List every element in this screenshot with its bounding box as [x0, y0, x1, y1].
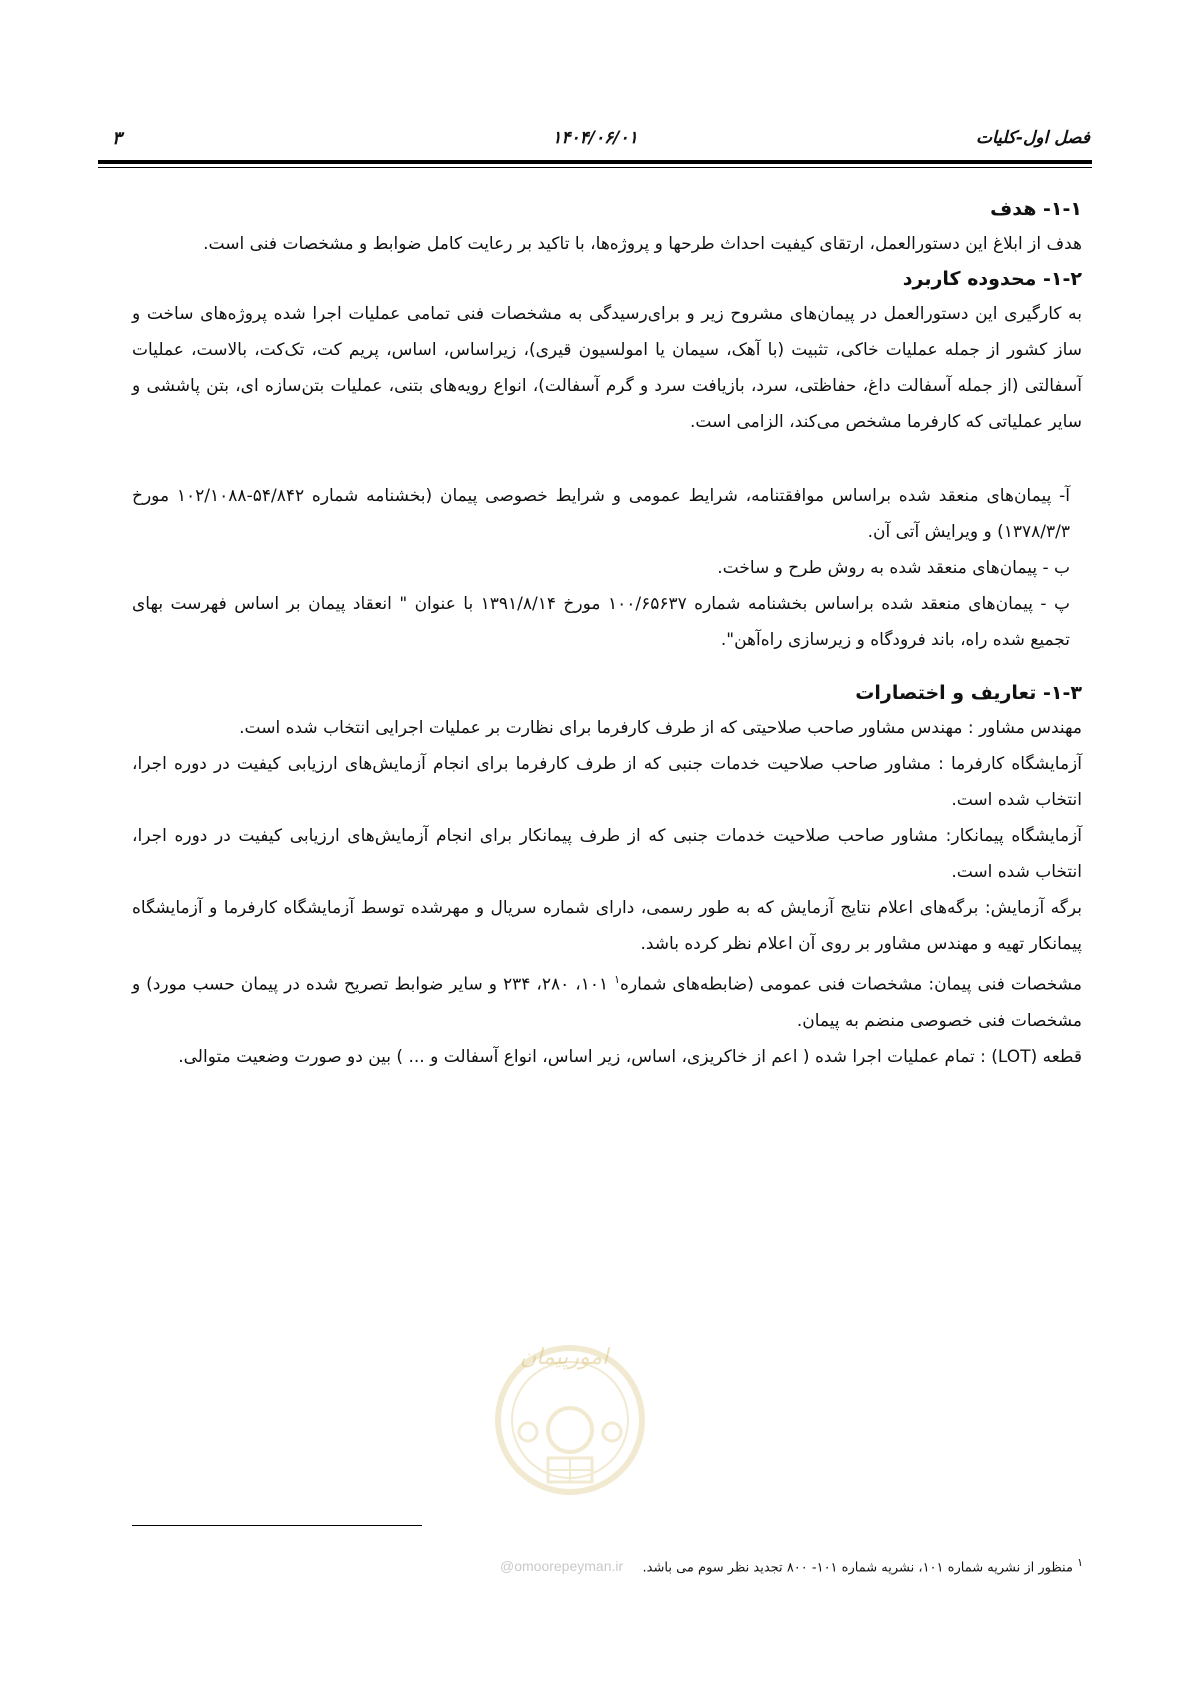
page-number: ۳ [112, 128, 122, 149]
definition-test-sheet: برگه آزمایش: برگه‌های اعلام نتایج آزمایش که به طور رسمی، دارای شماره سریال و مهرشده توسط آزمایشگاه کارفرما و آزمایشگاه پیمانکار تهیه و مهندس مشاور بر روی آن اعلام نظر کرده باشد. [132, 898, 1082, 954]
scope-item-a: آ- پیمان‌های منعقد شده براساس موافقتنامه، شرایط عمومی و شرایط خصوصی پیمان (بخشنامه شماره ۵۴/۸۴۲-۱۰۲/۱۰۸۸ مورخ ۱۳۷۸/۳/۳) و ویرایش آتی آن. [132, 486, 1070, 542]
scope-paragraph: به کارگیری این دستورالعمل در پیمان‌های مشروح زیر و برای‌رسیدگی به مشخصات فنی تمامی عملیات اجرا شده پروژه‌های ساخت و ساز کشور از جمله عملیات خاکی، تثبیت (با آهک، سیمان یا امولسیون قیری)، زیراساس، اساس، پریم کت، تک‌کت، بالاست، عملیات آسفالتی (از جمله آسفالت داغ، حفاظتی، سرد، بازیافت سرد و گرم آسفالت)، انواع رویه‌های بتنی، عملیات بتن‌سازه ای، بتن پاششی و سایر عملیاتی که کارفرما مشخص می‌کند، الزامی است. [132, 304, 1082, 432]
goal-paragraph: هدف از ابلاغ این دستورالعمل، ارتقای کیفیت احداث طرحها و پروژه‌ها، با تاکید بر رعایت کامل ضوابط و مشخصات فنی است. [203, 234, 1082, 254]
footnote-reference: ۱ [614, 973, 621, 986]
technical-specs-text-end: ۱۰۱، ۲۸۰، ۲۳۴ و سایر ضوابط تصریح شده در پیمان حسب مورد) و مشخصات فنی خصوصی منضم به پیمان. [132, 974, 1082, 1031]
technical-specs-text-start: مشخصات فنی پیمان: مشخصات فنی عمومی (ضابطه‌های شماره [620, 974, 1083, 995]
definition-technical-specs [132, 962, 1082, 1039]
header-date: ۱۴۰۴/۰۶/۰۱ [552, 128, 638, 148]
chapter-title: فصل اول-کلیات [975, 128, 1090, 148]
scope-item-b: ب - پیمان‌های منعقد شده به روش طرح و ساخت. [717, 558, 1070, 578]
definition-consultant: مهندس مشاور : مهندس مشاور صاحب صلاحیتی که از طرف کارفرما برای نظارت بر عملیات اجرایی انتخاب شده است. [239, 718, 1082, 738]
page-body [132, 192, 1082, 1075]
footnote-text: منظور از نشریه شماره ۱۰۱، نشریه شماره ۱۰۱- ۸۰۰ تجدید نظر سوم می باشد. [642, 1560, 1073, 1576]
footnote [323, 1553, 1083, 1578]
definition-employer-lab: آزمایشگاه کارفرما : مشاور صاحب صلاحیت خدمات جنبی که از طرف کارفرما برای انجام آزمایش‌های ارزیابی کیفیت در دوره اجرا، انتخاب شده است. [132, 754, 1082, 810]
page-header [100, 128, 1090, 156]
header-rule-thick [98, 160, 1092, 164]
section-heading-scope: ۱-۲- محدوده کاربرد [902, 268, 1082, 290]
watermark-site: @omoorepeyman.ir [500, 1558, 624, 1574]
footnote-mark: ۱ [1077, 1556, 1083, 1569]
header-rule-thin [98, 167, 1092, 168]
section-heading-definitions: ۱-۳- تعاریف و اختصارات [855, 682, 1082, 704]
footnote-rule [132, 1525, 422, 1526]
definition-contractor-lab: آزمایشگاه پیمانکار: مشاور صاحب صلاحیت خدمات جنبی که از طرف پیمانکار برای انجام آزمایش‌های ارزیابی کیفیت در دوره اجرا، انتخاب شده است. [132, 826, 1082, 882]
section-heading-goal: ۱-۱- هدف [990, 198, 1082, 220]
definition-lot: قطعه (LOT) : تمام عملیات اجرا شده ( اعم از خاکریزی، اساس، زیر اساس، انواع آسفالت و ... ) بین دو صورت وضعیت متوالی. [178, 1046, 1082, 1067]
watermark-logo-text: امورپیمان [520, 1345, 609, 1370]
scope-item-p: پ - پیمان‌های منعقد شده براساس بخشنامه شماره ۱۰۰/۶۵۶۳۷ مورخ ۱۳۹۱/۸/۱۴ با عنوان " انعقاد پیمان بر اساس فهرست بهای تجمیع شده راه، باند فرودگاه و زیرسازی راه‌آهن". [132, 594, 1070, 650]
